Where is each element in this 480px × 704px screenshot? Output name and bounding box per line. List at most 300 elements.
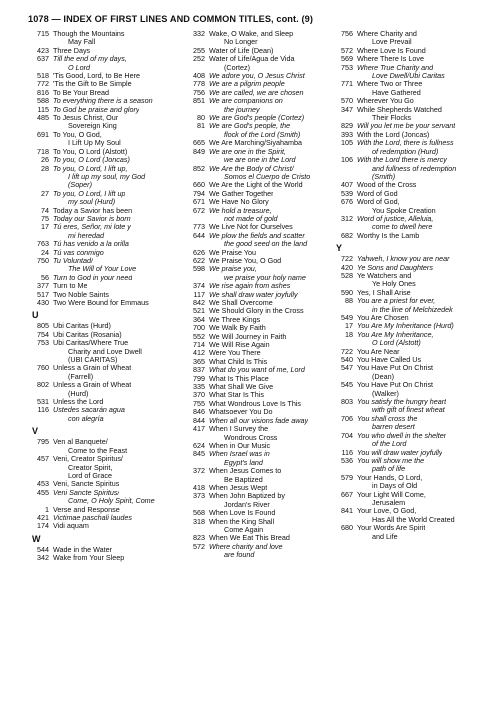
- section-letter: V: [32, 426, 39, 437]
- entry-title: Worthy Is the Lamb: [357, 231, 420, 240]
- hymn-number: 756: [193, 87, 205, 97]
- entry-title-continuation: Creator Spirit,: [68, 462, 113, 472]
- index-entry[interactable]: [188, 55, 340, 63]
- entry-title: To everything there is a season: [53, 97, 153, 106]
- entry-title: Yahweh, I know you are near: [357, 255, 450, 264]
- hymn-number: 312: [341, 213, 353, 223]
- hymn-number: 540: [341, 355, 353, 365]
- index-entry[interactable]: [336, 449, 476, 457]
- entry-title: You are a priest for ever,: [357, 297, 436, 306]
- index-entry[interactable]: [32, 514, 184, 522]
- entry-title: To You, O God,: [53, 130, 102, 139]
- index-entry[interactable]: [32, 156, 184, 164]
- index-entry[interactable]: [32, 381, 184, 389]
- index-entry[interactable]: [32, 47, 184, 55]
- index-entry[interactable]: [32, 522, 184, 530]
- index-entry[interactable]: [32, 89, 184, 97]
- index-entry[interactable]: [32, 274, 184, 282]
- entry-title: Victimae paschali laudes: [53, 513, 132, 522]
- hymn-number: 805: [37, 321, 49, 331]
- index-entry[interactable]: [336, 314, 476, 322]
- entry-title: You shall cross the: [357, 414, 418, 423]
- entry-title-continuation: Come to the Feast: [68, 445, 128, 455]
- index-entry[interactable]: [336, 131, 476, 139]
- hymn-number: 795: [37, 437, 49, 447]
- entry-title: When Love Is Found: [209, 509, 276, 518]
- entry-title: Ubi Caritas/Where True: [53, 339, 129, 348]
- hymn-number: 660: [193, 180, 205, 190]
- entry-title: You Have Called Us: [357, 356, 422, 365]
- index-entry[interactable]: [188, 417, 340, 425]
- hymn-number: 365: [193, 356, 205, 366]
- index-entry[interactable]: [336, 190, 476, 198]
- entry-title: When the King Shall: [209, 517, 275, 526]
- entry-title: You who dwell in the shelter: [357, 431, 447, 440]
- entry-title: 'Tis Good, Lord, to Be Here: [53, 72, 140, 81]
- hymn-number: 753: [37, 338, 49, 348]
- entry-title: Ubi Caritas (Hurd): [53, 322, 111, 331]
- index-entry[interactable]: [188, 257, 340, 265]
- hymn-number: 722: [341, 254, 353, 264]
- entry-title: With the Lord there is mercy: [357, 156, 447, 165]
- index-entry[interactable]: [336, 289, 476, 297]
- index-column-2: [188, 30, 340, 560]
- index-entry[interactable]: [32, 406, 184, 414]
- hymn-number: 778: [193, 79, 205, 89]
- entry-title: We Live Not for Ourselves: [209, 223, 293, 232]
- entry-title: Where There Is Love: [357, 55, 424, 64]
- index-entry[interactable]: [188, 249, 340, 257]
- index-entry[interactable]: [188, 333, 340, 341]
- hymn-number: 672: [193, 205, 205, 215]
- hymn-number: 517: [37, 289, 49, 299]
- hymn-number: 412: [193, 348, 205, 358]
- index-entry[interactable]: [32, 106, 184, 114]
- entry-title-continuation: and fullness of redemption: [372, 163, 457, 173]
- hymn-number: 753: [341, 62, 353, 72]
- index-entry[interactable]: [188, 324, 340, 332]
- hymn-number: 718: [37, 146, 49, 156]
- section-letter: Y: [336, 243, 343, 254]
- index-entry[interactable]: [336, 181, 476, 189]
- entry-title: Your Hands, O Lord,: [357, 473, 423, 482]
- hymn-number: 549: [341, 313, 353, 322]
- hymn-number: 455: [37, 487, 49, 497]
- entry-title: What Shall We Give: [209, 383, 274, 392]
- entry-title: Unless a Grain of Wheat: [53, 381, 132, 390]
- hymn-number: 590: [341, 287, 353, 297]
- hymn-number: 773: [193, 222, 205, 232]
- hymn-number: 841: [341, 506, 353, 516]
- index-entry[interactable]: [32, 554, 184, 562]
- index-entry[interactable]: [188, 72, 340, 80]
- entry-title: Water of Life/Agua de Vida: [209, 55, 295, 64]
- index-entry[interactable]: [336, 55, 476, 63]
- hymn-number: 485: [37, 113, 49, 123]
- entry-title: You Have Put On Christ: [357, 381, 434, 390]
- hymn-number: 28: [41, 163, 49, 173]
- index-entry[interactable]: [188, 291, 340, 299]
- entry-title-continuation: we are one in the Lord: [224, 155, 296, 165]
- entry-title-continuation: (Hurd): [68, 388, 89, 398]
- entry-title: What Wondrous Love Is This: [209, 399, 302, 408]
- entry-title: What Child Is This: [209, 357, 268, 366]
- entry-title: What Star Is This: [209, 391, 264, 400]
- hymn-number: 88: [345, 296, 353, 306]
- entry-title-continuation: the good seed on the land: [224, 239, 308, 249]
- index-entry[interactable]: [188, 114, 340, 122]
- entry-title: We Have No Glory: [209, 198, 269, 207]
- index-entry[interactable]: [32, 215, 184, 223]
- hymn-number: 570: [341, 96, 353, 106]
- hymn-number: 1: [45, 504, 49, 514]
- entry-title: With the Lord, there is fullness: [357, 139, 454, 148]
- entry-title: Word of God: [357, 189, 398, 198]
- index-entry[interactable]: [32, 55, 184, 63]
- entry-title: We Will Rise Again: [209, 341, 270, 350]
- entry-title-continuation: Their Flocks: [372, 113, 412, 123]
- hymn-number: 823: [193, 533, 205, 543]
- entry-title: Word of God,: [357, 198, 400, 207]
- entry-title: You Have Put On Christ: [357, 364, 434, 373]
- entry-title-continuation: (Soper): [68, 180, 92, 190]
- hymn-number: 18: [345, 329, 353, 339]
- index-entry[interactable]: [32, 322, 184, 330]
- entry-title: You satisfy the hungry heart: [357, 398, 447, 407]
- index-entry[interactable]: [188, 30, 340, 38]
- entry-title-continuation: in Days of Old: [372, 481, 418, 491]
- entry-title-continuation: Love Prevail: [372, 37, 412, 47]
- hymn-number: 852: [193, 163, 205, 173]
- index-entry[interactable]: [32, 240, 184, 248]
- entry-title-continuation: Have Gathered: [372, 87, 421, 97]
- index-entry[interactable]: [188, 299, 340, 307]
- entry-title: To Be Your Bread: [53, 88, 109, 97]
- hymn-number: 842: [193, 298, 205, 307]
- hymn-number: 417: [193, 424, 205, 434]
- entry-title: We plow the fields and scatter: [209, 231, 305, 240]
- hymn-number: 372: [193, 466, 205, 476]
- entry-title: We hold a treasure,: [209, 206, 272, 215]
- hymn-number: 457: [37, 454, 49, 464]
- entry-title-continuation: Jordan's River: [224, 499, 270, 509]
- entry-title-continuation: (Walker): [372, 388, 399, 398]
- index-entry[interactable]: [188, 341, 340, 349]
- entry-title-continuation: the journey: [224, 104, 260, 114]
- section-letter: U: [32, 310, 39, 321]
- entry-title: We are called, we are chosen: [209, 88, 304, 97]
- entry-title-continuation: Has All the World Created: [372, 514, 455, 524]
- entry-title: Your Light Will Come,: [357, 490, 426, 499]
- hymn-number: 569: [341, 54, 353, 64]
- entry-title: Yes, I Shall Arise: [357, 288, 411, 297]
- index-entry[interactable]: [188, 97, 340, 105]
- hymn-number: 667: [341, 489, 353, 499]
- entry-title: Water of Life (Dean): [209, 46, 274, 55]
- index-entry[interactable]: [188, 543, 340, 551]
- hymn-number: 364: [193, 314, 205, 324]
- index-entry[interactable]: [188, 80, 340, 88]
- entry-title: We Three Kings: [209, 315, 261, 324]
- entry-title-continuation: The Will of Your Love: [68, 264, 137, 274]
- hymn-number: 637: [37, 54, 49, 64]
- hymn-number: 844: [193, 415, 205, 425]
- hymn-number: 531: [37, 397, 49, 407]
- hymn-number: 421: [37, 512, 49, 522]
- hymn-number: 794: [193, 188, 205, 198]
- entry-title: We adore you, O Jesus Christ: [209, 72, 305, 81]
- hymn-number: 373: [193, 491, 205, 501]
- entry-title: To you, O Lord (Joncas): [53, 156, 130, 165]
- index-entry[interactable]: [188, 316, 340, 324]
- index-entry[interactable]: [188, 181, 340, 189]
- hymn-number: 408: [193, 71, 205, 81]
- entry-title: We Praise You: [209, 248, 257, 257]
- entry-title: When all our visions fade away: [209, 416, 309, 425]
- index-entry[interactable]: [188, 383, 340, 391]
- hymn-number: 572: [193, 541, 205, 551]
- hymn-number: 252: [193, 54, 205, 64]
- index-entry[interactable]: [32, 97, 184, 105]
- entry-title: Today our Savior is born: [53, 214, 131, 223]
- index-entry[interactable]: [32, 398, 184, 406]
- index-entry[interactable]: [188, 534, 340, 542]
- index-entry[interactable]: [32, 291, 184, 299]
- index-entry[interactable]: [188, 375, 340, 383]
- entry-title-continuation: Come Again: [224, 524, 264, 534]
- entry-title: Wherever You Go: [357, 97, 414, 106]
- index-entry[interactable]: [188, 484, 340, 492]
- index-entry[interactable]: [32, 72, 184, 80]
- hymn-number: 691: [37, 129, 49, 139]
- hymn-number: 377: [37, 281, 49, 291]
- hymn-number: 106: [341, 155, 353, 165]
- hymn-number: 342: [37, 553, 49, 563]
- index-entry[interactable]: [336, 524, 476, 532]
- entry-title: When Jesus Comes to: [209, 467, 282, 476]
- index-entry[interactable]: [188, 400, 340, 408]
- index-entry[interactable]: [188, 366, 340, 374]
- hymn-number: 420: [341, 262, 353, 272]
- index-entry[interactable]: [32, 207, 184, 215]
- index-entry[interactable]: [188, 47, 340, 55]
- index-entry[interactable]: [32, 30, 184, 38]
- hymn-number: 626: [193, 247, 205, 257]
- hymn-number: 116: [37, 405, 49, 415]
- index-entry[interactable]: [32, 223, 184, 231]
- entry-title-continuation: Come, O Holy Spirit, Come: [68, 496, 155, 506]
- entry-title: To you, O Lord, I lift up: [53, 189, 126, 198]
- index-entry[interactable]: [32, 148, 184, 156]
- entry-title: We rise again from ashes: [209, 282, 291, 291]
- index-entry[interactable]: [336, 97, 476, 105]
- hymn-number: 763: [37, 239, 49, 249]
- entry-title: We praise you,: [209, 265, 257, 274]
- hymn-number: 750: [37, 255, 49, 265]
- index-entry[interactable]: [336, 491, 476, 499]
- hymn-number: 370: [193, 390, 205, 400]
- index-entry[interactable]: [336, 122, 476, 130]
- page-header: 1078 — INDEX OF FIRST LINES AND COMMON TITLES, cont. (9): [28, 14, 313, 24]
- index-entry[interactable]: [32, 480, 184, 488]
- entry-title: Ven al Banquete/: [53, 438, 108, 447]
- entry-title-continuation: Be Baptized: [224, 474, 263, 484]
- entry-title: To You, O Lord (Alstott): [53, 147, 128, 156]
- entry-title: When I Survey the: [209, 425, 269, 434]
- hymn-number: 547: [341, 363, 353, 373]
- entry-title-continuation: flock of the Lord (Smith): [224, 129, 301, 139]
- hymn-number: 17: [41, 222, 49, 232]
- hymn-number: 418: [193, 482, 205, 492]
- hymn-number: 802: [37, 380, 49, 390]
- index-entry[interactable]: [336, 322, 476, 330]
- hymn-number: 671: [193, 197, 205, 207]
- index-entry[interactable]: [32, 546, 184, 554]
- hymn-number: 755: [193, 398, 205, 408]
- index-entry[interactable]: [336, 356, 476, 364]
- index-column-1: [32, 30, 184, 563]
- index-entry[interactable]: [32, 249, 184, 257]
- entry-title: Three Days: [53, 46, 91, 55]
- entry-title-continuation: Wondrous Cross: [224, 432, 278, 442]
- index-entry[interactable]: [336, 232, 476, 240]
- entry-title-continuation: with gift of finest wheat: [372, 405, 445, 415]
- entry-title: Whatsoever You Do: [209, 408, 273, 417]
- entry-title: Vidi aquam: [53, 522, 89, 531]
- entry-title: We Walk By Faith: [209, 324, 266, 333]
- hymn-number: 624: [193, 440, 205, 450]
- index-entry[interactable]: [188, 282, 340, 290]
- entry-title: When in Our Music: [209, 441, 271, 450]
- index-entry[interactable]: [188, 349, 340, 357]
- index-entry[interactable]: [336, 457, 476, 465]
- hymn-number: 622: [193, 255, 205, 265]
- hymn-number: 74: [41, 205, 49, 215]
- entry-title: With the Lord (Joncas): [357, 130, 430, 139]
- entry-title-continuation: Love Dwell/Ubi Caritas: [372, 71, 445, 81]
- entry-title: We Are Marching/Siyahamba: [209, 139, 302, 148]
- index-entry[interactable]: [336, 255, 476, 263]
- entry-title: We Shall Overcome: [209, 299, 273, 307]
- index-entry[interactable]: [32, 282, 184, 290]
- entry-title: Two Were Bound for Emmaus: [53, 299, 149, 307]
- index-entry[interactable]: [32, 299, 184, 307]
- index-entry[interactable]: [336, 381, 476, 389]
- index-entry[interactable]: [336, 432, 476, 440]
- hymn-number: 423: [37, 45, 49, 55]
- index-entry[interactable]: [32, 506, 184, 514]
- hymn-number: 335: [193, 382, 205, 392]
- index-entry[interactable]: [188, 223, 340, 231]
- index-entry[interactable]: [188, 509, 340, 517]
- hymn-number: 81: [197, 121, 205, 131]
- entry-title-continuation: (Cortez): [224, 62, 250, 72]
- entry-title: We Are the Light of the World: [209, 181, 303, 190]
- index-entry[interactable]: [188, 89, 340, 97]
- entry-title: To God be praise and glory: [53, 105, 140, 114]
- index-entry[interactable]: [188, 518, 340, 526]
- entry-title: Today a Savior has been: [53, 206, 133, 215]
- hymn-number: 846: [193, 407, 205, 417]
- entry-title: Where charity and love: [209, 542, 283, 551]
- index-entry[interactable]: [188, 442, 340, 450]
- entry-title: What Is This Place: [209, 374, 269, 383]
- entry-title-continuation: Lord of Grace: [68, 470, 112, 480]
- entry-title: When Israel was in: [209, 450, 270, 459]
- index-entry[interactable]: [32, 364, 184, 372]
- index-entry[interactable]: [188, 307, 340, 315]
- entry-title-continuation: O Lord: [68, 62, 90, 72]
- index-entry[interactable]: [336, 364, 476, 372]
- hymn-number: 80: [197, 113, 205, 123]
- index-entry[interactable]: [336, 47, 476, 55]
- entry-title: While Shepherds Watched: [357, 105, 442, 114]
- entry-title-continuation: Charity and Love Dwell: [68, 346, 142, 356]
- hymn-number: 536: [341, 455, 353, 465]
- index-entry[interactable]: [188, 450, 340, 458]
- entry-title: Tú has venido a la orilla: [53, 240, 129, 249]
- index-entry[interactable]: [188, 467, 340, 475]
- index-column-3: [336, 30, 476, 541]
- index-entry[interactable]: [188, 198, 340, 206]
- entry-title-continuation: are found: [224, 550, 255, 560]
- entry-title: To Jesus Christ, Our: [53, 114, 119, 123]
- entry-title-continuation: in the line of Melchizedek: [372, 304, 453, 314]
- entry-title: Though the Mountains: [53, 30, 125, 38]
- entry-title: We Should Glory in the Cross: [209, 307, 304, 316]
- hymn-number: 799: [193, 373, 205, 383]
- hymn-number: 682: [341, 230, 353, 240]
- index-entry[interactable]: [336, 348, 476, 356]
- hymn-number: 771: [341, 79, 353, 89]
- hymn-number: 116: [341, 447, 353, 457]
- entry-title: Veni, Creator Spiritus/: [53, 455, 123, 464]
- entry-title: Your Love, O God,: [357, 507, 417, 516]
- entry-title: Were You There: [209, 349, 261, 358]
- index-entry[interactable]: [336, 264, 476, 272]
- entry-title-continuation: (Farrell): [68, 371, 94, 381]
- entry-title-continuation: Sovereign King: [68, 121, 117, 131]
- hymn-number: 816: [37, 87, 49, 97]
- index-entry[interactable]: [188, 139, 340, 147]
- entry-title: We are God's people (Cortez): [209, 114, 305, 123]
- hymn-number: 829: [341, 121, 353, 131]
- hymn-number: 598: [193, 264, 205, 274]
- entry-title-continuation: my soul (Hurd): [68, 197, 116, 207]
- index-entry[interactable]: [32, 80, 184, 88]
- entry-title: Veni, Sancte Spiritus: [53, 480, 120, 489]
- index-entry[interactable]: [188, 190, 340, 198]
- hymn-number: 568: [193, 508, 205, 518]
- entry-title-continuation: (UBI CARITAS): [68, 355, 118, 365]
- entry-title-continuation: mi heredad: [68, 230, 104, 240]
- hymn-number: 715: [37, 29, 49, 38]
- index-entry[interactable]: [188, 391, 340, 399]
- entry-title-continuation: O Lord (Alstott): [372, 338, 421, 348]
- entry-title: You Are My Inheritance,: [357, 330, 434, 339]
- entry-title: Where True Charity and: [357, 63, 434, 72]
- hymn-number: 56: [41, 272, 49, 282]
- entry-title: You Are My Inheritance (Hurd): [357, 322, 454, 331]
- index-entry[interactable]: [188, 408, 340, 416]
- hymn-number: 544: [37, 544, 49, 554]
- entry-title: Will you let me be your servant: [357, 122, 456, 131]
- hymn-number: 756: [341, 29, 353, 38]
- hymn-number: 706: [341, 413, 353, 423]
- index-entry[interactable]: [32, 331, 184, 339]
- index-entry[interactable]: [188, 358, 340, 366]
- hymn-number: 676: [341, 197, 353, 207]
